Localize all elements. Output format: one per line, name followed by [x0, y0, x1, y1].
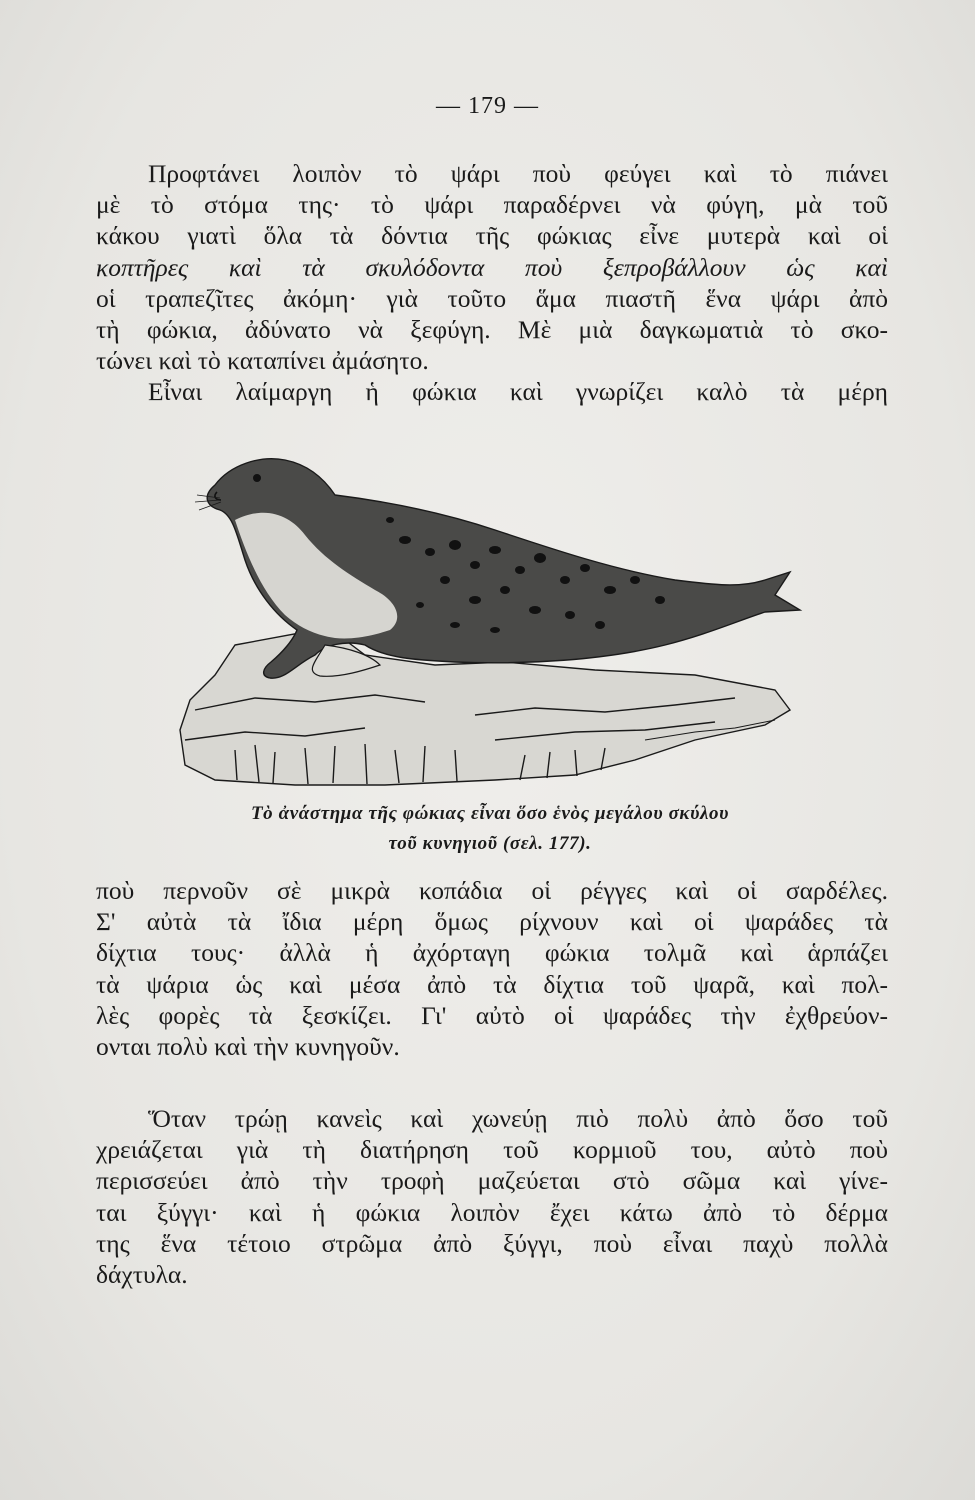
text-line: μὲ τὸ στόμα της· τὸ ψάρι παραδέρνει νὰ φύγη, μὰ τοῦ — [96, 190, 888, 220]
text-line: Εἶναι λαίμαργη ἡ φώκια καὶ γνωρίζει καλὸ τὰ μέρη — [148, 377, 888, 407]
text-line: ονται πολὺ καὶ τὴν κυνηγοῦν. — [96, 1031, 400, 1061]
figure-caption-line-1: Τὸ ἀνάστημα τῆς φώκιας εἶναι ὅσο ἑνὸς μεγάλου σκύλου — [250, 803, 730, 824]
text-line: δάχτυλα. — [96, 1259, 188, 1289]
paragraph-3 — [96, 1103, 888, 1290]
text-line: δίχτια τους· ἀλλὰ ἡ ἀχόρταγη φώκια τολμᾶ καὶ ἁρπάζει — [96, 938, 888, 968]
text-line: ποὺ περνοῦν σὲ μικρὰ κοπάδια οἱ ρέγγες καὶ οἱ σαρδέλες. — [96, 876, 888, 905]
text-line: Σ' αὐτὰ τὰ ἴδια μέρη ὅμως ρίχνουν καὶ οἱ ψαράδες τὰ — [96, 907, 888, 937]
text-line: περισσεύει ἀπὸ τὴν τροφὴ μαζεύεται στὸ σῶμα καὶ γίνε- — [96, 1166, 888, 1196]
text-line: κάκου γιατὶ ὅλα τὰ δόντια τῆς φώκιας εἶνε μυτερὰ καὶ οἱ — [96, 221, 888, 251]
text-line: της ἕνα τέτοιο στρῶμα ἀπὸ ξύγγι, ποὺ εἶναι παχὺ πολλὰ — [96, 1228, 888, 1258]
text-line: οἱ τραπεζῖτες ἀκόμη· γιὰ τοῦτο ἅμα πιαστῆ ἕνα ψάρι ἀπὸ — [96, 283, 888, 313]
seal-illustration — [175, 440, 815, 800]
page-number: — 179 — — [436, 93, 539, 119]
text-line: ται ξύγγι· καὶ ἡ φώκια λοιπὸν ἔχει κάτω ἀπὸ τὸ δέρμα — [96, 1197, 888, 1227]
text-line: Ὅταν τρώῃ κανεὶς καὶ χωνεύῃ πιὸ πολὺ ἀπὸ ὅσο τοῦ — [148, 1104, 888, 1133]
figure-caption-line-2: τοῦ κυνηγιοῦ (σελ. 177). — [388, 833, 592, 854]
text-line: κοπτῆρες καὶ τὰ σκυλόδοντα ποὺ ξεπροβάλλουν ὡς καὶ — [96, 252, 888, 282]
text-line: τώνει καὶ τὸ καταπίνει ἀμάσητο. — [96, 346, 429, 376]
text-line: χρειάζεται γιὰ τὴ διατήρηση τοῦ κορμιοῦ του, αὐτὸ ποὺ — [96, 1135, 888, 1165]
paragraph-1 — [96, 158, 888, 408]
text-line: τὰ ψάρια ὡς καὶ μέσα ἀπὸ τὰ δίχτια τοῦ ψαρᾶ, καὶ πολ- — [96, 969, 888, 999]
paragraph-2-continued — [96, 875, 888, 1062]
text-line: λὲς φορὲς τὰ ξεσκίζει. Γι' αὐτὸ οἱ ψαράδες τὴν ἐχθρεύον- — [96, 1000, 888, 1030]
text-line: τὴ φώκια, ἀδύνατο νὰ ξεφύγη. Μὲ μιὰ δαγκωματιὰ τὸ σκο- — [96, 314, 888, 344]
text-line: Προφτάνει λοιπὸν τὸ ψάρι ποὺ φεύγει καὶ τὸ πιάνει — [148, 159, 888, 188]
